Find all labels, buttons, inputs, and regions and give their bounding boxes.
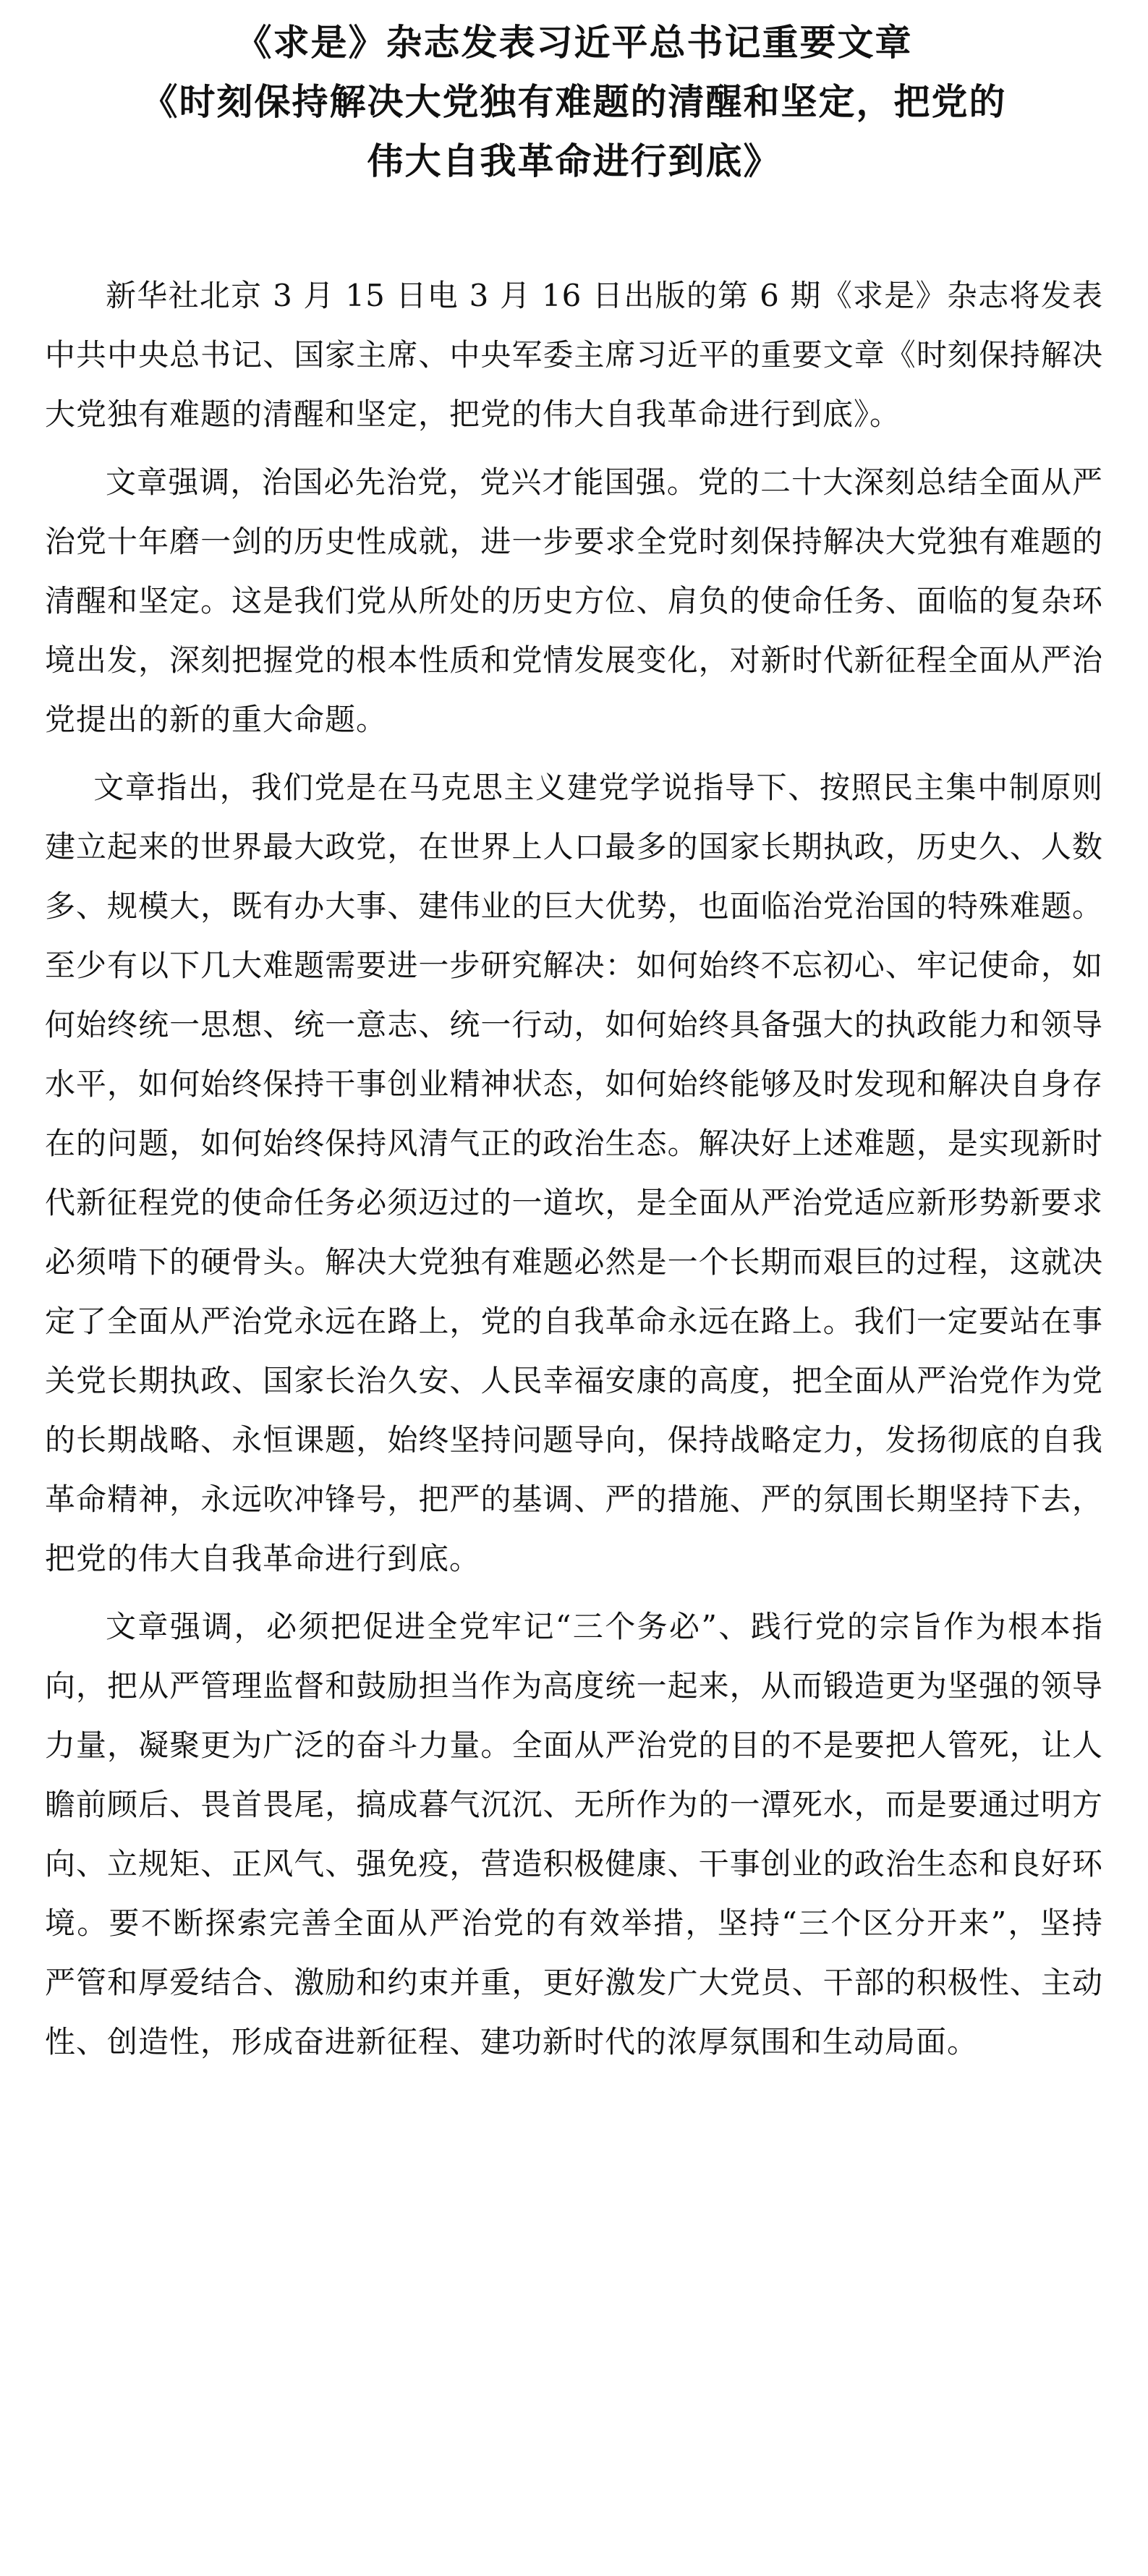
paragraph-4: 文章强调，必须把促进全党牢记“三个务必”、践行党的宗旨作为根本指向，把从严管理监督和鼓励担当作为高度统一起来，从而锻造更为坚强的领导力量，凝聚更为广泛的奋斗力量。全面从严治党的目的不是要把人管死，让人瞻前顾后、畏首畏尾，搞成暮气沉沉、无所作为的一潭死水，而是要通过明方向、立规矩、正风气、强免疫，营造积极健康、干事创业的政治生态和良好环境。要不断探索完善全面从严治党的有效举措，坚持“三个区分开来”，坚持严管和厚爱结合、激励和约束并重，更好激发广大党员、干部的积极性、主动性、创造性，形成奋进新征程、建功新时代的浓厚氛围和生动局面。 xyxy=(45,1609,1103,2059)
paragraph-3: 文章指出，我们党是在马克思主义建党学说指导下、按照民主集中制原则建立起来的世界最大政党，在世界上人口最多的国家长期执政，历史久、人数多、规模大，既有办大事、建伟业的巨大优势，也面临治党治国的特殊难题。至少有以下几大难题需要进一步研究解决：如何始终不忘初心、牢记使命，如何始终统一思想、统一意志、统一行动，如何始终具备强大的执政能力和领导水平，如何始终保持干事创业精神状态，如何始终能够及时发现和解决自身存在的问题，如何始终保持风清气正的政治生态。解决好上述难题，是实现新时代新征程党的使命任务必须迈过的一道坎，是全面从严治党适应新形势新要求必须啃下的硬骨头。解决大党独有难题必然是一个长期而艰巨的过程，这就决定了全面从严治党永远在路上，党的自我革命永远在路上。我们一定要站在事关党长期执政、国家长治久安、人民幸福安康的高度，把全面从严治党作为党的长期战略、永恒课题，始终坚持问题导向，保持战略定力，发扬彻底的自我革命精神，永远吹冲锋号，把严的基调、严的措施、严的氛围长期坚持下去，把党的伟大自我革命进行到底。 xyxy=(45,770,1103,1576)
article-body xyxy=(45,266,1103,2072)
title-line-3: 伟大自我革命进行到底》 xyxy=(367,140,781,182)
article-title xyxy=(45,13,1103,191)
paragraph-2: 文章强调，治国必先治党，党兴才能国强。党的二十大深刻总结全面从严治党十年磨一剑的历史性成就，进一步要求全党时刻保持解决大党独有难题的清醒和坚定。这是我们党从所处的历史方位、肩负的使命任务、面临的复杂环境出发，深刻把握党的根本性质和党情发展变化，对新时代新征程全面从严治党提出的新的重大命题。 xyxy=(45,464,1103,737)
title-line-1: 《求是》杂志发表习近平总书记重要文章 xyxy=(235,21,913,64)
paragraph-dateline: 新华社北京 3 月 15 日电 3 月 16 日出版的第 6 期《求是》杂志将发表中共中央总书记、国家主席、中央军委主席习近平的重要文章《时刻保持解决大党独有难题的清醒和坚定，把党的伟大自我革命进行到底》。 xyxy=(45,278,1103,432)
title-line-2: 《时刻保持解决大党独有难题的清醒和坚定，把党的 xyxy=(141,80,1007,123)
